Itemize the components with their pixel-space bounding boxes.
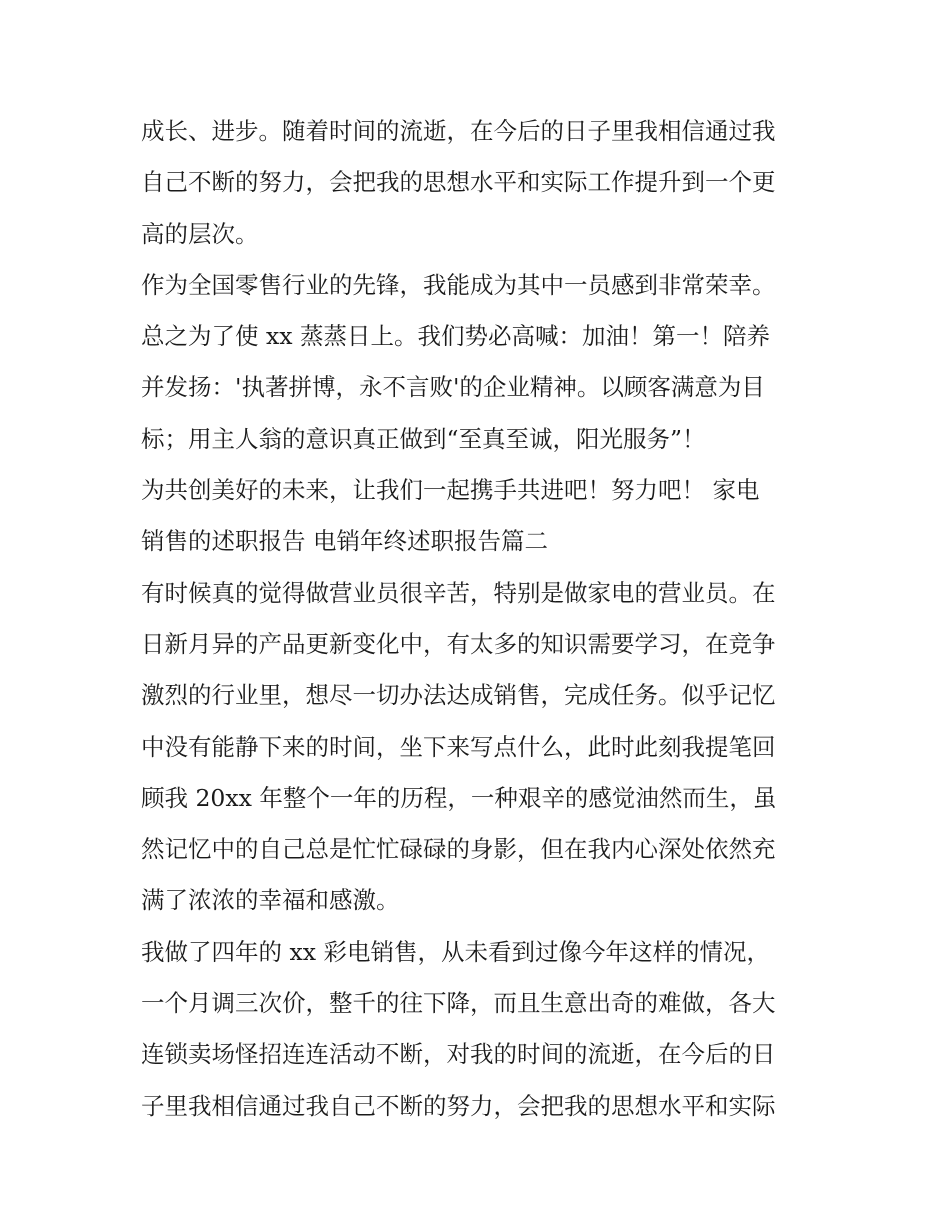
- text-line: 自己不断的努力，会把我的思想水平和实际工作提升到一个更: [141, 168, 776, 197]
- text-line: 顾我 20xx 年整个一年的历程，一种艰辛的感觉油然而生，虽: [141, 783, 777, 812]
- text-line: 日新月异的产品更新变化中，有太多的知识需要学习，在竞争: [141, 629, 776, 658]
- text-line: 子里我相信通过我自己不断的努力，会把我的思想水平和实际: [141, 1091, 776, 1120]
- text-line: 总之为了使 xx 蒸蒸日上。我们势必高喊：加油！第一！陪养: [141, 322, 770, 351]
- text-line: 作为全国零售行业的先锋，我能成为其中一员感到非常荣幸。: [141, 270, 776, 299]
- text-line: 并发扬：'执著拼博，永不言败'的企业精神。以顾客满意为目: [141, 373, 765, 402]
- text-line: 高的层次。: [141, 219, 259, 248]
- text-line: 标；用主人翁的意识真正做到“至真至诚，阳光服务”！: [141, 424, 706, 453]
- text-line: 然记忆中的自己总是忙忙碌碌的身影，但在我内心深处依然充: [141, 835, 776, 864]
- text-line: 为共创美好的未来，让我们一起携手共进吧！努力吧！ 家电: [141, 476, 760, 505]
- text-line: 激烈的行业里，想尽一切办法达成销售，完成任务。似乎记忆: [141, 681, 776, 710]
- text-line: 中没有能静下来的时间，坐下来写点什么，此时此刻我提笔回: [141, 732, 776, 761]
- text-line: 满了浓浓的幸福和感激。: [141, 886, 400, 915]
- text-line: 销售的述职报告 电销年终述职报告篇二: [141, 527, 548, 556]
- document-body: [141, 106, 821, 1132]
- text-line: 连锁卖场怪招连连活动不断，对我的时间的流逝，在今后的日: [141, 1040, 776, 1069]
- text-line: 成长、进步。随着时间的流逝，在今后的日子里我相信通过我: [141, 117, 776, 145]
- text-line: 我做了四年的 xx 彩电销售，从未看到过像今年这样的情况，: [141, 937, 770, 966]
- text-line: 有时候真的觉得做营业员很辛苦，特别是做家电的营业员。在: [141, 578, 776, 607]
- text-line: 一个月调三次价，整千的往下降，而且生意出奇的难做，各大: [141, 989, 776, 1018]
